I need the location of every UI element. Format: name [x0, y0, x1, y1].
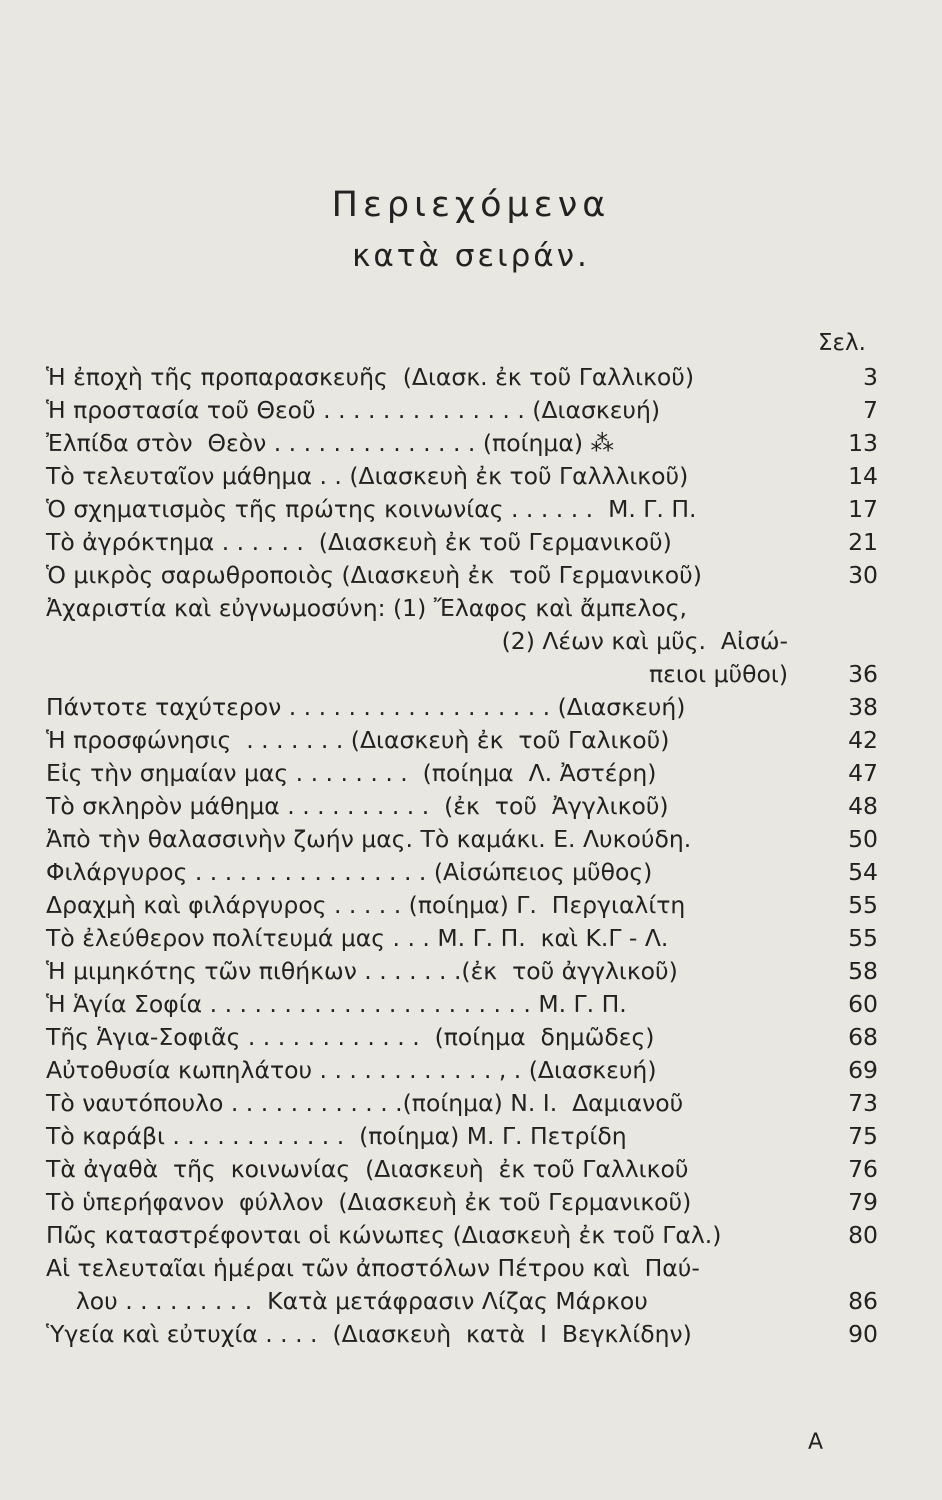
toc-entry — [46, 757, 878, 790]
toc-entry — [46, 559, 878, 592]
toc-entry — [46, 1153, 878, 1186]
toc-entry — [46, 1120, 878, 1153]
toc-entry-page: 54 — [848, 858, 878, 886]
toc-entry — [46, 955, 878, 988]
toc-entry — [46, 889, 878, 922]
toc-entry — [46, 1021, 878, 1054]
toc-entry-page: 76 — [848, 1155, 878, 1183]
toc-entry — [46, 361, 878, 394]
toc-entry-title: Τὸ ὑπερήφανον φύλλον (Διασκευὴ ἐκ τοῦ Γερμανικοῦ) — [46, 1188, 692, 1216]
toc-entry — [46, 988, 878, 1021]
toc-entry-page: 48 — [848, 792, 878, 820]
toc-entry-title-line: Ἀχαριστία καὶ εὐγνωμοσύνη: (1) Ἔλαφος καὶ ἄμπελος, — [46, 594, 687, 622]
toc-entry-page: 69 — [848, 1056, 878, 1084]
toc-entry-title: Τὸ ναυτόπουλο . . . . . . . . . . . .(ποίημα) Ν. Ι. Δαμιανοῦ — [46, 1089, 684, 1117]
toc-entry — [46, 790, 878, 823]
toc-entry — [46, 1087, 878, 1120]
toc-entry-title: Εἰς τὴν σημαίαν μας . . . . . . . . (ποίημα Λ. Ἀστέρη) — [46, 759, 657, 787]
toc-entry-title: Δραχμὴ καὶ φιλάργυρος . . . . . (ποίημα) Γ. Περγιαλίτη — [46, 891, 686, 919]
toc-entry-page: 38 — [848, 693, 878, 721]
toc-entry-title: Ἡ ἐποχὴ τῆς προπαρασκευῆς (Διασκ. ἐκ τοῦ Γαλλικοῦ) — [46, 363, 695, 391]
toc-entry — [46, 856, 878, 889]
toc-entry-title: Ὁ σχηματισμὸς τῆς πρώτης κοινωνίας . . . . . . Μ. Γ. Π. — [46, 495, 697, 523]
toc-entry-title: Τὸ ἀγρόκτημα . . . . . . (Διασκευὴ ἐκ τοῦ Γερμανικοῦ) — [46, 528, 672, 556]
toc-entry — [46, 1219, 878, 1252]
toc-entry-page: 50 — [848, 825, 878, 853]
toc-entry-title: Ἐλπίδα στὸν Θεὸν . . . . . . . . . . . . . . (ποίημα) ⁂ — [46, 429, 614, 457]
page-column-label: Σελ. — [818, 330, 866, 356]
signature-mark: Α — [808, 1430, 824, 1455]
page-subtitle: κατὰ σειράν. — [352, 238, 590, 274]
toc-entry-page: 42 — [848, 726, 878, 754]
toc-entry — [46, 1252, 878, 1318]
toc-entry-page: 90 — [848, 1320, 878, 1348]
toc-entry — [46, 1186, 878, 1219]
toc-entry-title: Τὸ ἐλεύθερον πολίτευμά μας . . . Μ. Γ. Π. καὶ Κ.Γ - Λ. — [46, 924, 669, 952]
toc-entry-page: 80 — [848, 1221, 878, 1249]
toc-entry-page: 36 — [848, 660, 878, 688]
toc-entry-title: Αὐτοθυσία κωπηλάτου . . . . . . . . . . . . , . (Διασκευή) — [46, 1056, 657, 1084]
toc-entry-title: Τῆς Ἁγια-Σοφιᾶς . . . . . . . . . . . . (ποίημα δημῶδες) — [46, 1023, 655, 1051]
toc-entry-page: 86 — [848, 1287, 878, 1315]
toc-entry-page: 68 — [848, 1023, 878, 1051]
toc-entry-title: Ἡ Ἁγία Σοφία . . . . . . . . . . . . . . . . . . . . . . Μ. Γ. Π. — [46, 990, 627, 1018]
toc-entry-title: Ἡ μιμηκότης τῶν πιθήκων . . . . . . .(ἐκ τοῦ ἀγγλικοῦ) — [46, 957, 678, 985]
toc-entry-title: Ὁ μικρὸς σαρωθροποιὸς (Διασκευὴ ἐκ τοῦ Γερμανικοῦ) — [46, 561, 702, 589]
toc-entry-title: Τὸ σκληρὸν μάθημα . . . . . . . . . . (ἐκ τοῦ Ἀγγλικοῦ) — [46, 792, 669, 820]
toc-entry-page: 79 — [848, 1188, 878, 1216]
toc-entry-title: Ἡ προστασία τοῦ Θεοῦ . . . . . . . . . . . . . . (Διασκευή) — [46, 396, 661, 424]
toc-entry-page: 3 — [863, 363, 878, 391]
toc-entry — [46, 724, 878, 757]
toc-entry-title: Τὸ καράβι . . . . . . . . . . . . (ποίημα) Μ. Γ. Πετρίδη — [46, 1122, 627, 1150]
toc-entry-page: 30 — [848, 561, 878, 589]
toc-entry — [46, 823, 878, 856]
toc-entry-page: 14 — [848, 462, 878, 490]
toc-entry-page: 60 — [848, 990, 878, 1018]
toc-entry-title: Φιλάργυρος . . . . . . . . . . . . . . . . (Αἰσώπειος μῦθος) — [46, 858, 653, 886]
toc-entry-title: Τὸ τελευταῖον μάθημα . . (Διασκευὴ ἐκ τοῦ Γαλλλικοῦ) — [46, 462, 689, 490]
page-title: Περιεχόμενα — [331, 185, 611, 225]
toc-entry-page: 55 — [848, 924, 878, 952]
toc-entry-title: Ἡ προσφώνησις . . . . . . . (Διασκευὴ ἐκ τοῦ Γαλικοῦ) — [46, 726, 670, 754]
toc-entry-page: 47 — [848, 759, 878, 787]
toc-entry-page: 55 — [848, 891, 878, 919]
toc-entry-title-line: Αἱ τελευταῖαι ἡμέραι τῶν ἀποστόλων Πέτρου καὶ Παύ- — [46, 1254, 700, 1282]
toc-entry-title: Πάντοτε ταχύτερον . . . . . . . . . . . . . . . . . . (Διασκευή) — [46, 693, 686, 721]
toc-entry-title-line: λου . . . . . . . . . Κατὰ μετάφρασιν Λίζας Μάρκου — [46, 1287, 648, 1315]
toc-entry-title-line: πειοι μῦθοι) — [648, 660, 788, 688]
toc-entry — [46, 394, 878, 427]
toc-entry — [46, 460, 878, 493]
toc-entry-title: Πῶς καταστρέφονται οἱ κώνωπες (Διασκευὴ ἐκ τοῦ Γαλ.) — [46, 1221, 722, 1249]
toc-entry-title: Τὰ ἀγαθὰ τῆς κοινωνίας (Διασκευὴ ἐκ τοῦ Γαλλικοῦ — [46, 1155, 689, 1183]
toc-entry — [46, 1054, 878, 1087]
toc-entry-page: 21 — [848, 528, 878, 556]
toc-entry-page: 75 — [848, 1122, 878, 1150]
toc-entry-title: Ὑγεία καὶ εὐτυχία . . . . (Διασκευὴ κατὰ Ι Βεγκλίδην) — [46, 1320, 692, 1348]
table-of-contents — [46, 361, 878, 1351]
toc-entry-page: 58 — [848, 957, 878, 985]
toc-entry — [46, 493, 878, 526]
toc-entry-page: 13 — [848, 429, 878, 457]
toc-entry — [46, 922, 878, 955]
toc-entry — [46, 592, 878, 691]
toc-entry-page: 7 — [863, 396, 878, 424]
toc-entry-title: Ἀπὸ τὴν θαλασσινὴν ζωήν μας. Τὸ καμάκι. Ε. Λυκούδη. — [46, 825, 692, 853]
toc-entry — [46, 526, 878, 559]
toc-entry-page: 17 — [848, 495, 878, 523]
toc-entry-page: 73 — [848, 1089, 878, 1117]
toc-entry — [46, 691, 878, 724]
toc-entry — [46, 1318, 878, 1351]
toc-entry-title-line: (2) Λέων καὶ μῦς. Αἰσώ- — [501, 627, 788, 655]
toc-entry — [46, 427, 878, 460]
